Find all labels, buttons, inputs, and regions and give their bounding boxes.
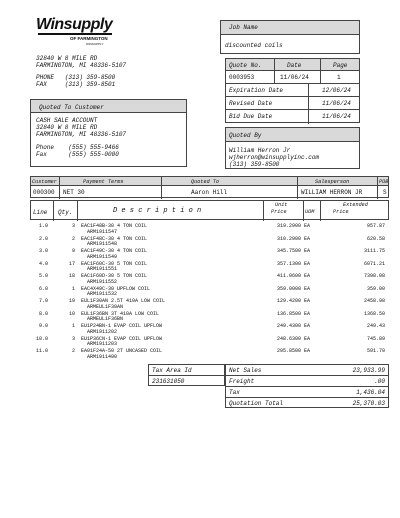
item-uom: EA [304, 323, 311, 329]
item-unit-price: 295.8500 [276, 348, 301, 354]
item-line: 6.0 [38, 285, 48, 292]
header-description: D e s c r i p t i o n [113, 207, 202, 215]
item-extended-price: 249.43 [366, 323, 385, 329]
item-qty: 19 [68, 298, 75, 304]
item-qty: 3 [71, 223, 75, 229]
item-uom: EA [304, 235, 311, 242]
item-line: 10.0 [35, 335, 48, 342]
freight-label: Freight [229, 378, 255, 385]
quotation-total-value: 25,370.03 [352, 400, 385, 407]
header-uom: UOM [305, 209, 315, 215]
quote-date-label: Date [287, 62, 302, 69]
item-qty: 17 [68, 260, 75, 267]
logo-swoosh [38, 33, 112, 35]
item-unit-price: 357.1300 [276, 260, 301, 267]
header-unit-price-1: Unit [275, 202, 288, 208]
company-address [36, 55, 126, 88]
item-description: EAC1F60D-30 5 TON COIL [81, 273, 148, 279]
item-uom: EA [304, 310, 311, 317]
item-uom: EA [304, 348, 311, 354]
company-logo [36, 16, 116, 46]
table-row [30, 347, 389, 360]
company-fax: FAX (313) 359-8501 [36, 81, 116, 88]
header-extended-2: Price [333, 209, 349, 215]
tax-value: 1,436.04 [356, 389, 385, 396]
item-description: EAC1F48B-30 4 TON COIL [81, 223, 148, 229]
item-line: 9.0 [38, 323, 48, 329]
item-product-code: ARMEUL1F30AN [87, 303, 124, 310]
company-phone: PHONE (313) 359-8500 [36, 74, 116, 81]
item-qty: 2 [71, 235, 75, 242]
item-line: 7.0 [38, 298, 48, 304]
item-qty: 1 [71, 323, 75, 329]
bid-due-date-label: Bid Due Date [229, 113, 273, 120]
item-extended-price: 359.00 [366, 285, 385, 292]
expiration-date-label: Expiration Date [229, 87, 284, 94]
item-unit-price: 411.0600 [276, 273, 301, 279]
table-row [30, 335, 389, 348]
company-address-line1: 32840 W 8 MILE RD [36, 55, 98, 62]
table-row [30, 235, 389, 248]
quoted-to-phone: Phone (555) 555-9466 [36, 144, 119, 151]
item-qty: 2 [71, 348, 75, 354]
summary-customer: 000300 [33, 189, 55, 196]
quote-page-value: 1 [337, 74, 341, 81]
quote-date-value: 11/06/24 [280, 74, 309, 81]
item-extended-price: 6071.21 [363, 260, 385, 267]
tax-area-box [148, 364, 225, 386]
totals-box [225, 364, 389, 408]
item-product-code: ARM1911490 [87, 353, 118, 360]
job-name-header: Job Name [221, 21, 359, 35]
table-row [30, 310, 389, 323]
item-description: EU1P36CN-1 EVAP COIL UPFLOW [81, 335, 163, 342]
table-row [30, 285, 389, 298]
item-product-code: ARM1911547 [87, 228, 118, 235]
quoted-to-customer-box [30, 99, 187, 167]
item-extended-price: 620.58 [366, 235, 385, 242]
net-sales-value: 23,933.99 [352, 367, 385, 374]
quoted-to-header: Quoted To Customer [31, 100, 186, 113]
item-uom: EA [304, 223, 311, 229]
item-uom: EA [304, 335, 311, 342]
summary-header-payment-terms: Payment Terms [83, 179, 124, 185]
header-line: Line [33, 209, 48, 216]
item-description: EAC1F49C-30 4 TON COIL [81, 248, 148, 254]
header-extended-1: Extended [343, 202, 368, 208]
revised-date-value: 11/06/24 [322, 100, 351, 107]
item-extended-price: 591.70 [366, 348, 385, 354]
item-qty: 3 [71, 335, 75, 342]
quote-info-box [225, 58, 360, 123]
logo-wordmark: Winsupply [36, 16, 113, 33]
quoted-by-box [225, 127, 360, 169]
item-unit-price: 248.6300 [276, 335, 301, 342]
freight-value: .00 [374, 378, 385, 385]
item-uom: EA [304, 248, 311, 254]
quote-no-value: 0003953 [229, 74, 255, 81]
item-line: 11.0 [35, 348, 48, 354]
tax-area-value: 231631050 [152, 378, 185, 385]
quoted-to-fax: Fax (555) 555-0000 [36, 151, 119, 158]
summary-quoted-to: Aaron Hill [191, 189, 228, 196]
quote-page-label: Page [333, 62, 348, 69]
item-qty: 9 [71, 248, 75, 254]
item-description: EUL1F36BN 3T 410A LOW COIL [81, 310, 160, 317]
item-product-code: ARM1911552 [87, 278, 118, 285]
logo-subtitle: OF FARMINGTON [70, 36, 108, 41]
item-description: EUL1F30AN 2.5T 410A LOW COIL [81, 298, 166, 304]
item-extended-price: 2458.98 [363, 298, 385, 304]
quotation-total-label: Quotation Total [229, 400, 284, 407]
net-sales-label: Net Sales [229, 367, 262, 374]
item-uom: EA [304, 298, 311, 304]
item-description: EAC4X49C-30 UPFLOW COIL [81, 285, 151, 292]
item-product-code: ARM1911532 [87, 291, 118, 297]
summary-salesperson: WILLIAM HERRON JR [301, 189, 363, 196]
item-qty: 1 [71, 285, 75, 292]
item-unit-price: 319.2900 [276, 223, 301, 229]
item-description: EAC1F48C-30 4 TON COIL [81, 235, 148, 242]
table-row [30, 222, 389, 235]
logo-tagline: WINSUPPLY [86, 42, 104, 46]
item-qty: 18 [68, 273, 75, 279]
item-uom: EA [304, 285, 311, 292]
item-product-code: ARM1911203 [87, 341, 118, 347]
item-product-code: ARM1911549 [87, 253, 118, 260]
item-unit-price: 359.0000 [276, 285, 301, 292]
quoted-to-address: CASH SALE ACCOUNT 32840 W 8 MILE RD FARMINGTON, MI 48336-5107 Phone (555) 555-9466 Fax (555) 555-0000 [36, 117, 127, 158]
items-header [30, 200, 389, 220]
item-extended-price: 745.89 [366, 335, 385, 342]
item-description: EU1P24BN-1 EVAP COIL UPFLOW [81, 323, 163, 329]
item-unit-price: 345.7500 [276, 248, 301, 254]
summary-header-quoted-to: Quoted To [191, 179, 220, 185]
items-list [30, 222, 389, 362]
job-name-value: discounted coils [225, 42, 283, 49]
tax-label: Tax [229, 389, 240, 396]
company-address-line2: FARMINGTON, MI 48336-5107 [36, 62, 127, 69]
summary-pob: S [383, 189, 387, 196]
item-description: EA01F24A-50 2T UNCASED COIL [81, 348, 163, 354]
item-uom: EA [304, 273, 311, 279]
tax-area-label: Tax Area Id [152, 367, 192, 374]
summary-header-customer: Customer [32, 179, 57, 185]
item-line: 5.0 [38, 273, 48, 279]
item-product-code: ARM1911548 [87, 241, 118, 247]
expiration-date-value: 12/06/24 [322, 87, 351, 94]
item-line: 1.0 [38, 223, 48, 229]
item-extended-price: 1368.50 [363, 310, 385, 317]
summary-table [30, 176, 389, 198]
item-unit-price: 136.8500 [276, 310, 301, 317]
item-description: EAC1F60C-30 5 TON COIL [81, 260, 148, 267]
job-name-box [220, 20, 360, 54]
item-line: 2.0 [38, 235, 48, 242]
header-unit-price-2: Price [271, 209, 287, 215]
summary-payment-terms: NET 30 [63, 189, 85, 196]
item-product-code: ARMEUL1F36BN [87, 316, 124, 322]
item-product-code: ARM1911202 [87, 328, 118, 335]
table-row [30, 322, 389, 335]
item-uom: EA [304, 260, 311, 267]
item-line: 3.0 [38, 248, 48, 254]
item-unit-price: 129.4200 [276, 298, 301, 304]
summary-header-salesperson: Salesperson [315, 179, 350, 185]
table-row [30, 247, 389, 260]
header-qty: Qty. [58, 209, 73, 216]
revised-date-label: Revised Date [229, 100, 273, 107]
quote-no-label: Quote No. [229, 62, 262, 69]
item-qty: 10 [68, 310, 75, 317]
item-extended-price: 3111.75 [363, 248, 385, 254]
item-unit-price: 310.2900 [276, 235, 301, 242]
item-extended-price: 7398.08 [363, 273, 385, 279]
item-unit-price: 249.4300 [276, 323, 301, 329]
quoted-by-header: Quoted By [226, 128, 359, 142]
bid-due-date-value: 11/06/24 [322, 113, 351, 120]
item-extended-price: 957.87 [366, 223, 385, 229]
table-row [30, 260, 389, 273]
item-line: 8.0 [38, 310, 48, 317]
table-row [30, 272, 389, 285]
quoted-by-details: William Herron Jr wjherron@winsupplyinc.com (313) 359-8500 [229, 147, 320, 168]
table-row [30, 297, 389, 310]
item-line: 4.0 [38, 260, 48, 267]
item-product-code: ARM1911551 [87, 266, 118, 272]
summary-header-pob: POB [379, 179, 389, 185]
